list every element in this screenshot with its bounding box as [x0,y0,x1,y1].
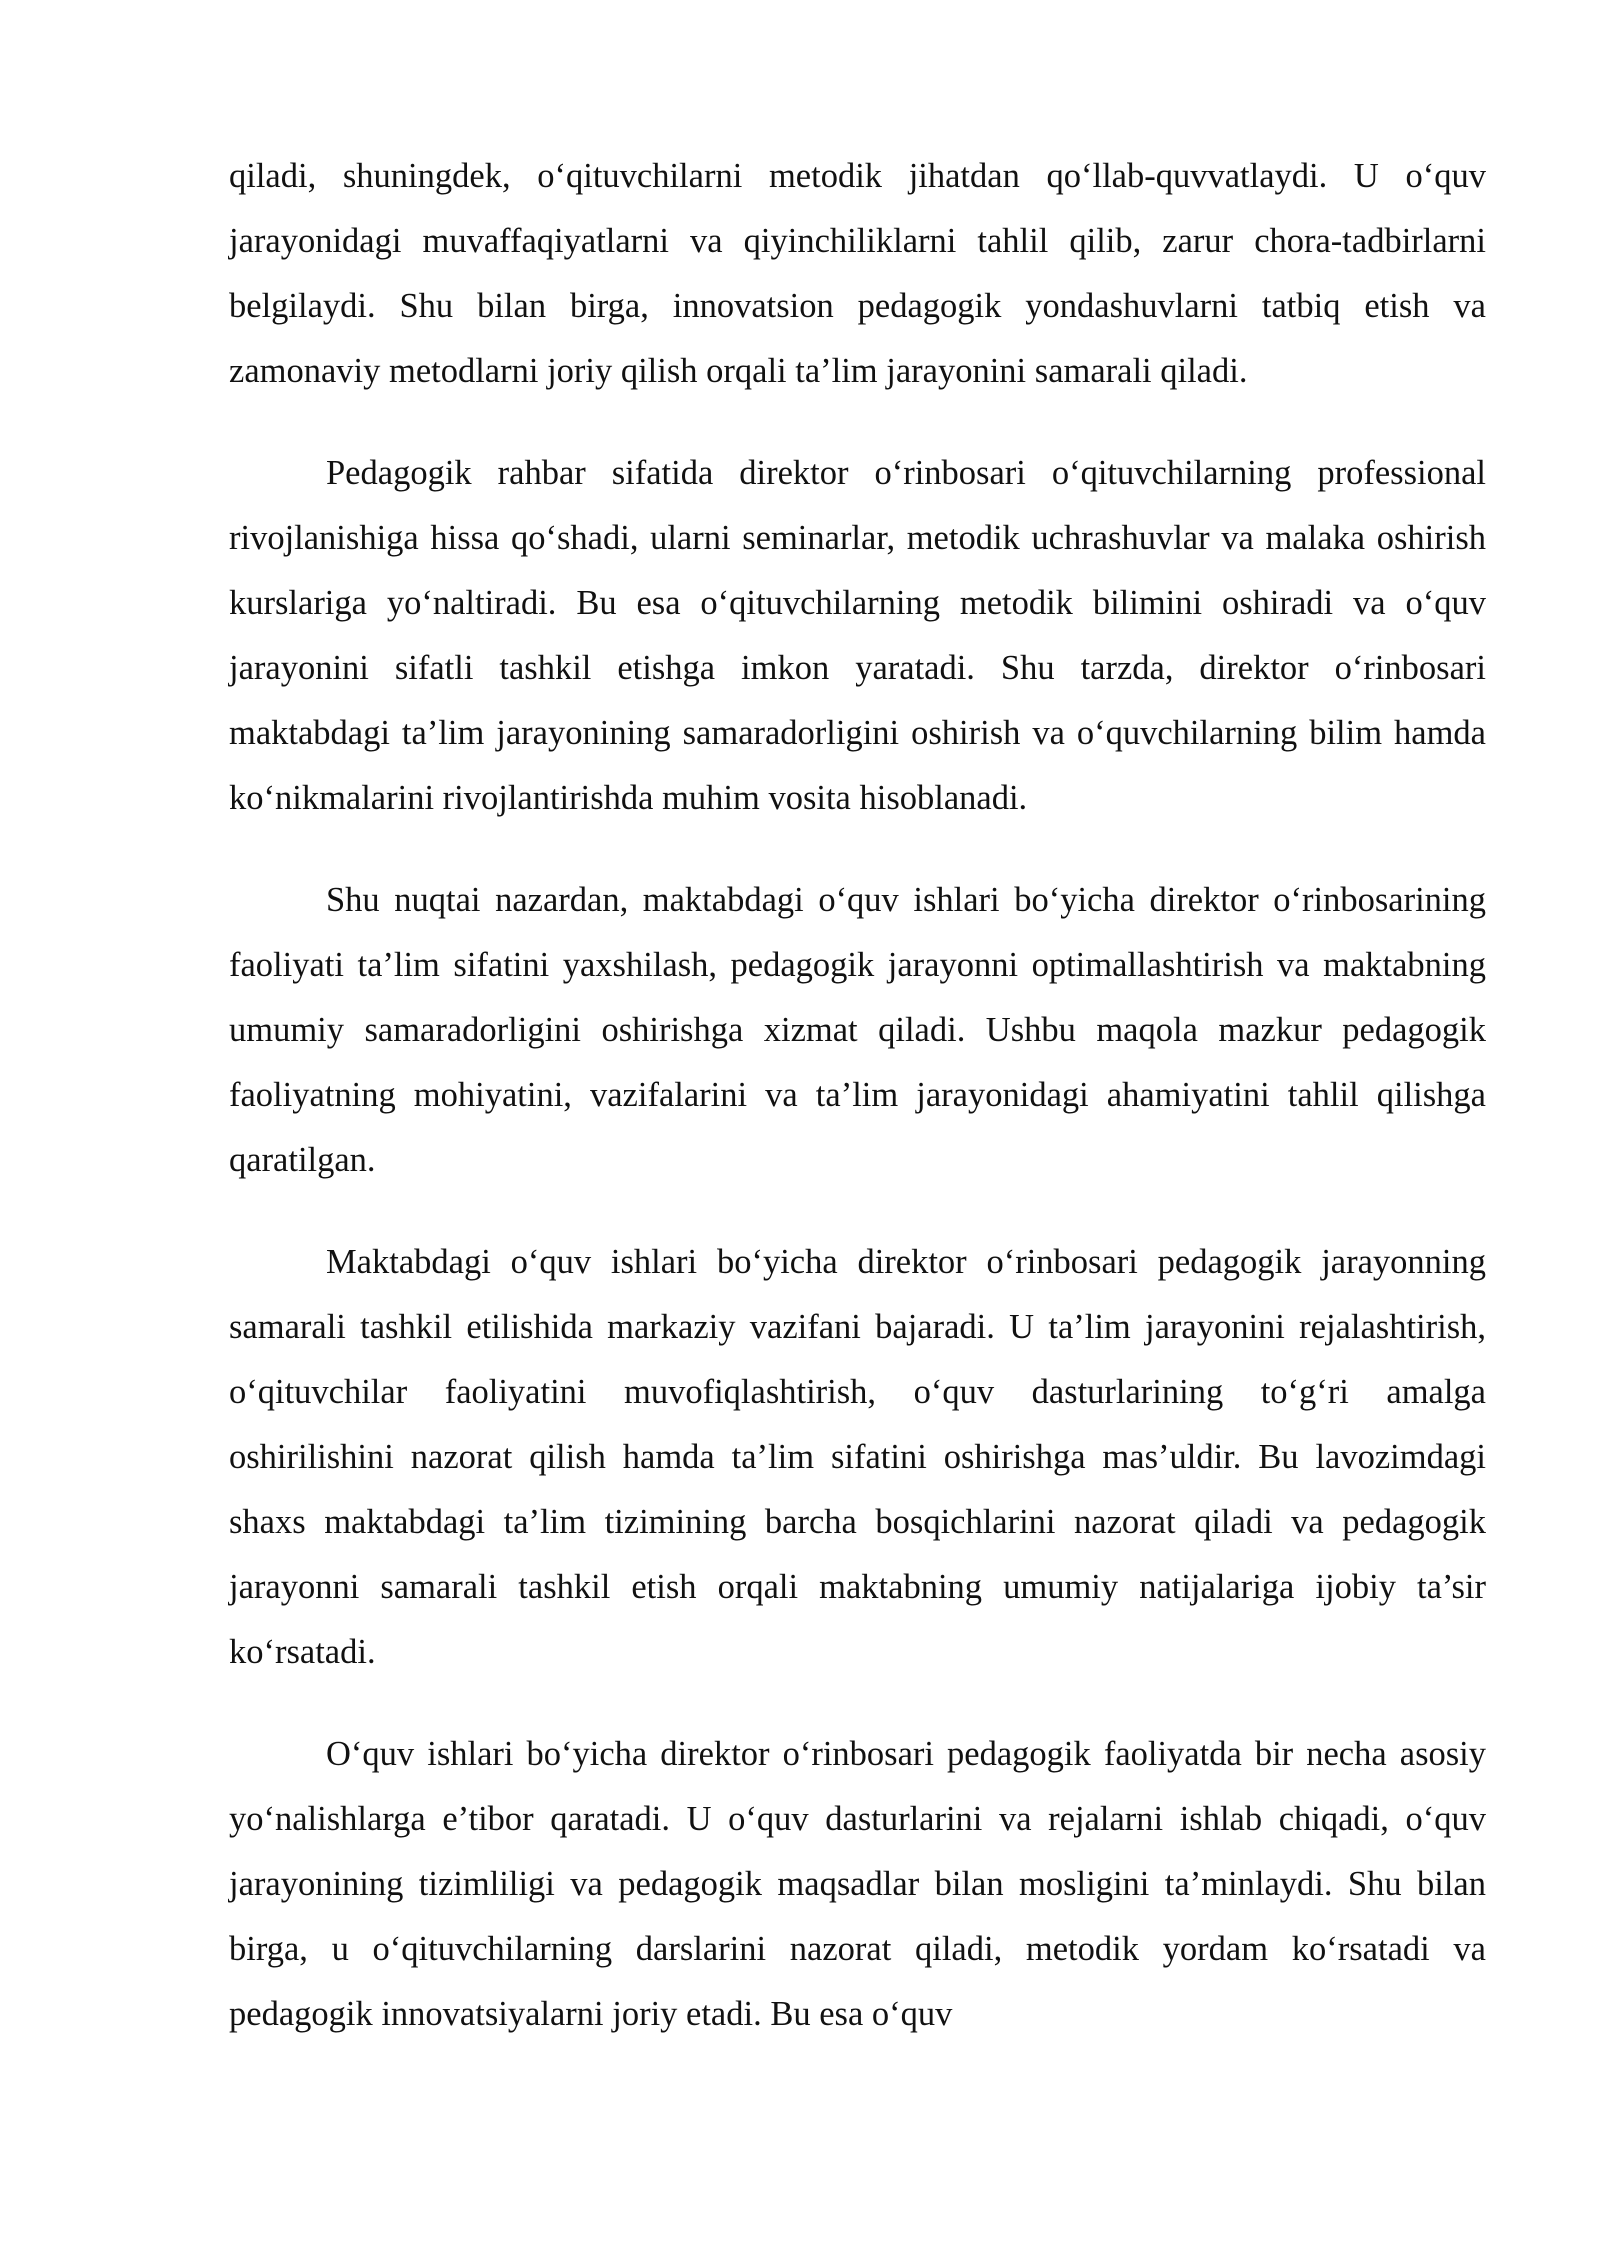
paragraph-continuation: qiladi, shuningdek, o‘qituvchilarni metodik jihatdan qo‘llab-quvvatlaydi. U o‘quv jarayonidagi muvaffaqiyatlarni va qiyinchiliklarni tahlil qilib, zarur chora-tadbirlarni belgilaydi. Shu bilan birga, innovatsion pedagogik yondashuvlarni tatbiq etish va zamonaviy metodlarni joriy qilish orqali ta’lim jarayonini samarali qiladi. [229,157,1486,390]
document-body [229,144,1486,2047]
paragraph-deputy-role: Maktabdagi o‘quv ishlari bo‘yicha direktor o‘rinbosari pedagogik jarayonning samarali tashkil etilishida markaziy vazifani bajaradi. U ta’lim jarayonini rejalashtirish, o‘qituvchilar faoliyatini muvofiqlashtirish, o‘quv dasturlarining to‘g‘ri amalga oshirilishini nazorat qilish hamda ta’lim sifatini oshirishga mas’uldir. Bu lavozimdagi shaxs maktabdagi ta’lim tizimining barcha bosqichlarini nazorat qiladi va pedagogik jarayonni samarali tashkil etish orqali maktabning umumiy natijalariga ijobiy ta’sir ko‘rsatadi. [229,1243,1486,1671]
paragraph-article-purpose: Shu nuqtai nazardan, maktabdagi o‘quv ishlari bo‘yicha direktor o‘rinbosarining faoliyati ta’lim sifatini yaxshilash, pedagogik jarayonni optimallashtirish va maktabning umumiy samaradorligini oshirishga xizmat qiladi. Ushbu maqola mazkur pedagogik faoliyatning mohiyatini, vazifalarini va ta’lim jarayonidagi ahamiyatini tahlil qilishga qaratilgan. [229,881,1486,1179]
paragraph-main-directions: O‘quv ishlari bo‘yicha direktor o‘rinbosari pedagogik faoliyatda bir necha asosiy yo‘nalishlarga e’tibor qaratadi. U o‘quv dasturlarini va rejalarni ishlab chiqadi, o‘quv jarayonining tizimliligi va pedagogik maqsadlar bilan mosligini ta’minlaydi. Shu bilan birga, u o‘qituvchilarning darslarini nazorat qiladi, metodik yordam ko‘rsatadi va pedagogik innovatsiyalarni joriy etadi. Bu esa o‘quv [229,1735,1486,2033]
paragraph-pedagogical-leader: Pedagogik rahbar sifatida direktor o‘rinbosari o‘qituvchilarning professional rivojlanishiga hissa qo‘shadi, ularni seminarlar, metodik uchrashuvlar va malaka oshirish kurslariga yo‘naltiradi. Bu esa o‘qituvchilarning metodik bilimini oshiradi va o‘quv jarayonini sifatli tashkil etishga imkon yaratadi. Shu tarzda, direktor o‘rinbosari maktabdagi ta’lim jarayonining samaradorligini oshirish va o‘quvchilarning bilim hamda ko‘nikmalarini rivojlantirishda muhim vosita hisoblanadi. [229,454,1486,817]
